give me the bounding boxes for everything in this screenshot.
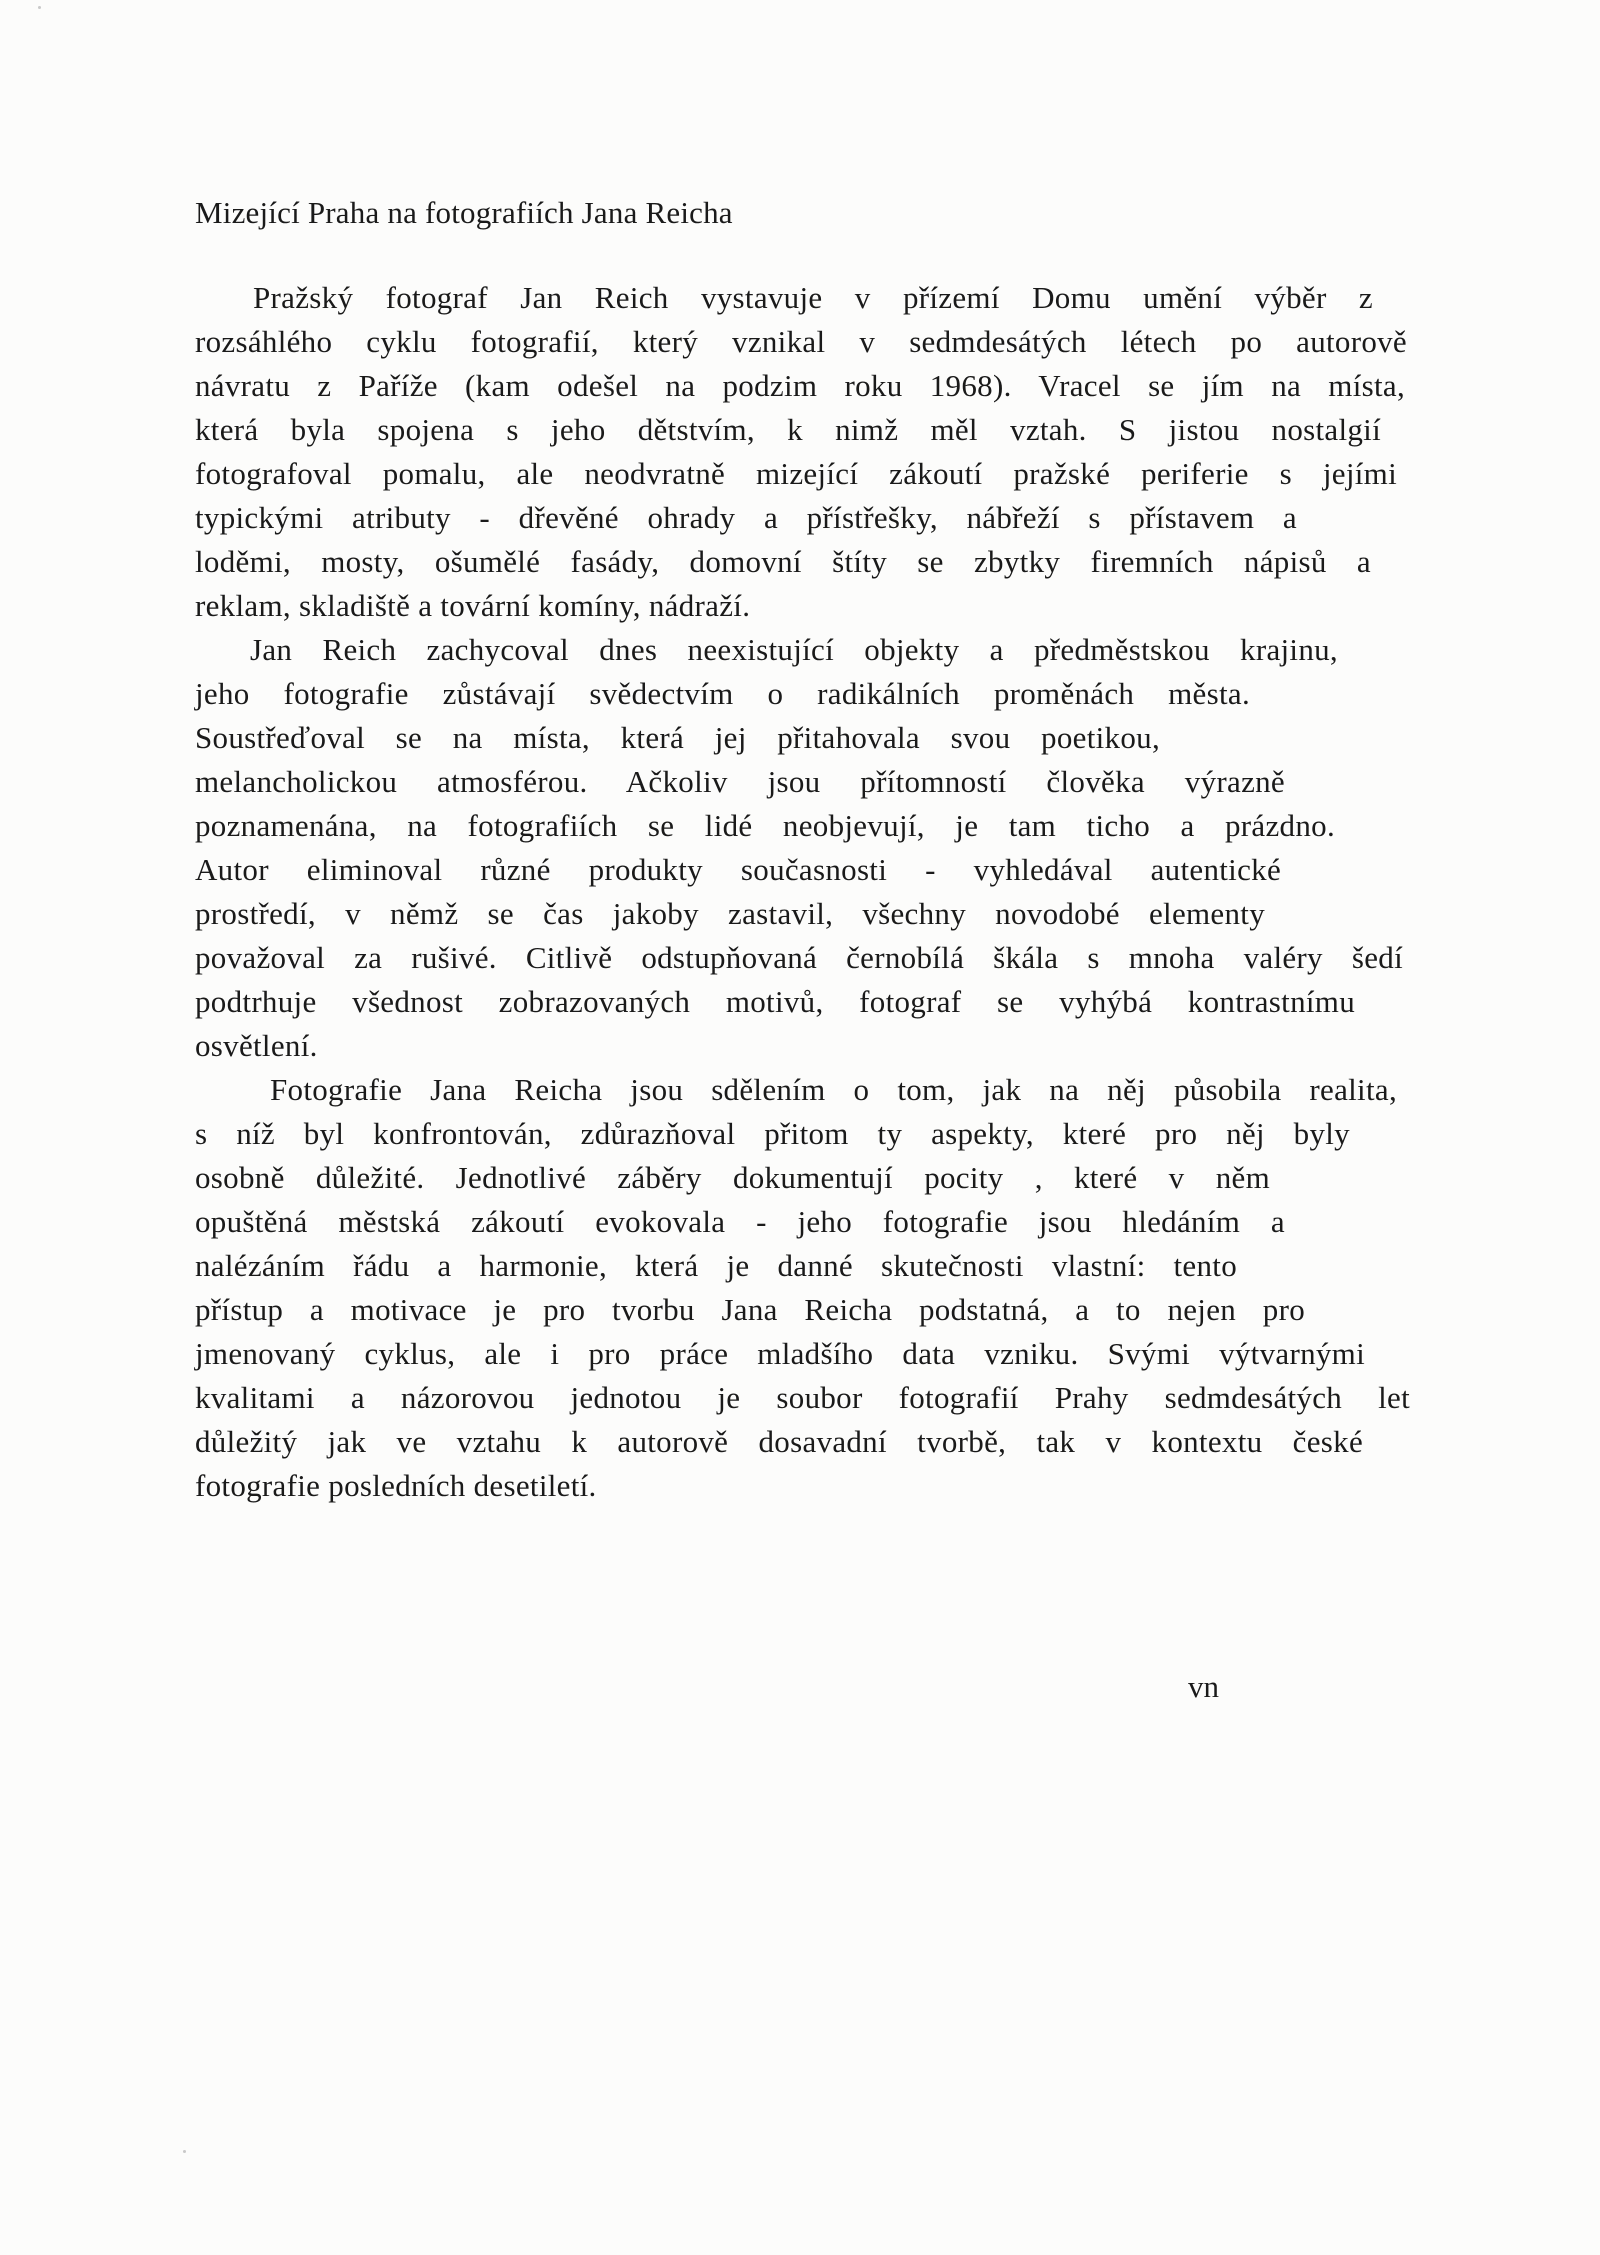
body-line: fotografoval pomalu, ale neodvratně mizející zákoutí pražské periferie s jejími: [195, 456, 1397, 491]
body-line: poznamenána, na fotografiích se lidé neobjevují, je tam ticho a prázdno.: [195, 808, 1335, 843]
body-line: Pražský fotograf Jan Reich vystavuje v přízemí Domu umění výběr z: [253, 280, 1373, 315]
body-line: osvětlení.: [195, 1028, 318, 1063]
body-line: kvalitami a názorovou jednotou je soubor fotografií Prahy sedmdesátých let: [195, 1380, 1410, 1415]
author-initials: vn: [1188, 1669, 1219, 1704]
body-line: nalézáním řádu a harmonie, která je danné skutečnosti vlastní: tento: [195, 1248, 1237, 1283]
body-line: jmenovaný cyklus, ale i pro práce mladšího data vzniku. Svými výtvarnými: [195, 1336, 1365, 1371]
body-line: rozsáhlého cyklu fotografií, který vznikal v sedmdesátých létech po autorově: [195, 324, 1407, 359]
document-title: Mizející Praha na fotografiích Jana Reicha: [195, 195, 733, 230]
body-line: Jan Reich zachycoval dnes neexistující objekty a předměstskou krajinu,: [250, 632, 1338, 667]
body-line: opuštěná městská zákoutí evokovala - jeho fotografie jsou hledáním a: [195, 1204, 1285, 1239]
body-line: jeho fotografie zůstávají svědectvím o radikálních proměnách města.: [195, 676, 1250, 711]
body-line: považoval za rušivé. Citlivě odstupňovaná černobílá škála s mnoha valéry šedí: [195, 940, 1403, 975]
body-line: loděmi, mosty, ošumělé fasády, domovní štíty se zbytky firemních nápisů a: [195, 544, 1371, 579]
body-line: reklam, skladiště a tovární komíny, nádraží.: [195, 588, 751, 623]
body-line: návratu z Paříže (kam odešel na podzim roku 1968). Vracel se jím na místa,: [195, 368, 1405, 403]
body-line: podtrhuje všednost zobrazovaných motivů, fotograf se vyhýbá kontrastnímu: [195, 984, 1355, 1019]
body-line: typickými atributy - dřevěné ohrady a přístřešky, nábřeží s přístavem a: [195, 500, 1297, 535]
body-line: Soustřeďoval se na místa, která jej přitahovala svou poetikou,: [195, 720, 1160, 755]
body-line: melancholickou atmosférou. Ačkoliv jsou přítomností člověka výrazně: [195, 764, 1285, 799]
body-line: která byla spojena s jeho dětstvím, k nimž měl vztah. S jistou nostalgií: [195, 412, 1381, 447]
body-line: Autor eliminoval různé produkty současnosti - vyhledával autentické: [195, 852, 1281, 887]
body-line: důležitý jak ve vztahu k autorově dosavadní tvorbě, tak v kontextu české: [195, 1424, 1363, 1459]
body-line: Fotografie Jana Reicha jsou sdělením o tom, jak na něj působila realita,: [270, 1072, 1397, 1107]
body-line: prostředí, v němž se čas jakoby zastavil, všechny novodobé elementy: [195, 896, 1265, 931]
paper-speck: [183, 2150, 186, 2153]
body-line: s níž byl konfrontován, zdůrazňoval přitom ty aspekty, které pro něj byly: [195, 1116, 1350, 1151]
body-line: fotografie posledních desetiletí.: [195, 1468, 597, 1503]
body-line: přístup a motivace je pro tvorbu Jana Reicha podstatná, a to nejen pro: [195, 1292, 1305, 1327]
document-body: [195, 276, 1415, 1508]
body-line: osobně důležité. Jednotlivé záběry dokumentují pocity , které v něm: [195, 1160, 1270, 1195]
paper-speck: [38, 6, 41, 9]
